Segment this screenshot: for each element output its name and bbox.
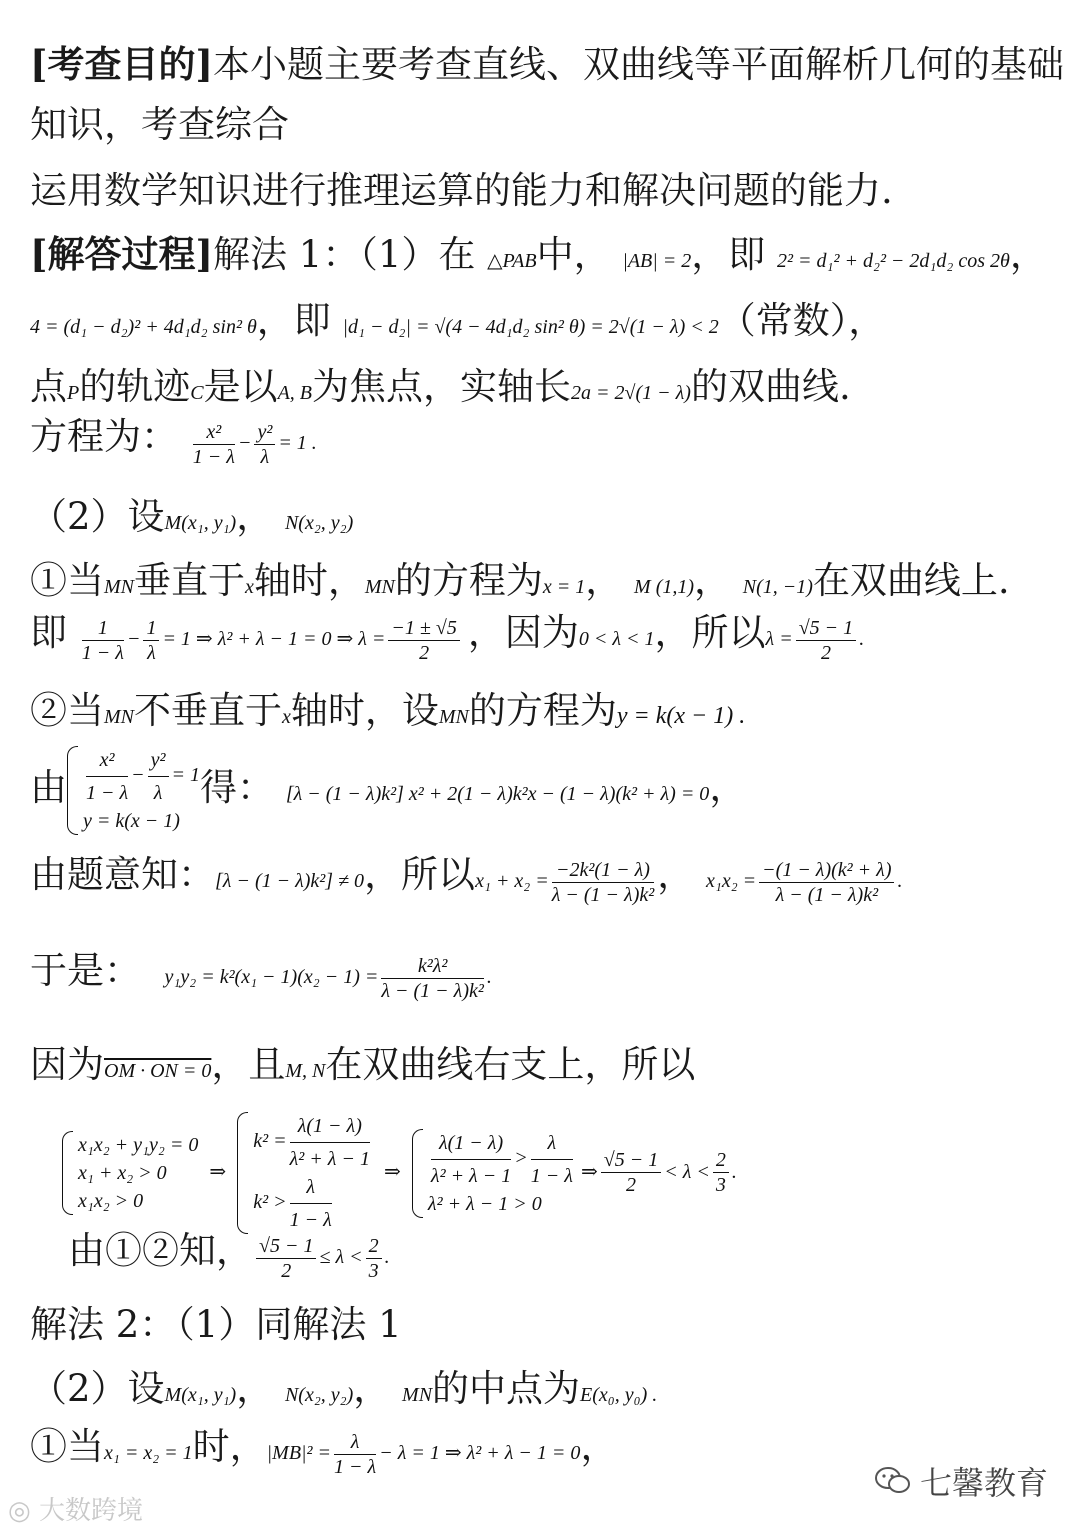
- fraction: [431, 1129, 511, 1190]
- part2-line: [30, 495, 354, 538]
- text: ，即: [691, 233, 766, 276]
- equation-system-3: [412, 1129, 576, 1218]
- text: 不垂直于: [134, 689, 282, 732]
- numerator: λ: [290, 1173, 332, 1204]
- purpose-line-2: 知识，考查综合: [30, 103, 289, 146]
- fraction: [193, 422, 235, 467]
- purpose-text: 本小题主要考查直线、双曲线等平面解析几何的基础: [213, 43, 1065, 86]
- text: 垂直于: [134, 559, 245, 602]
- denominator: 2: [281, 1259, 292, 1282]
- numerator: √5 − 1: [796, 618, 856, 641]
- text: ，: [580, 1425, 618, 1468]
- math-ab: |AB| = 2: [622, 250, 692, 272]
- dot-product-line: [30, 1043, 696, 1086]
- period: .: [731, 1160, 737, 1183]
- conclusion-line: [68, 1229, 390, 1282]
- text: 由: [30, 766, 67, 809]
- numerator: λ: [531, 1129, 573, 1160]
- math-mn: MN: [364, 576, 395, 598]
- purpose-line-3: 运用数学知识进行推理运算的能力和解决问题的能力.: [30, 169, 893, 212]
- text: ，因为: [467, 611, 579, 654]
- solution-heading: [解答过程]: [30, 232, 214, 276]
- watermark-logo-icon: ◎: [8, 1496, 31, 1526]
- numerator: λ: [334, 1432, 376, 1455]
- numerator: x²: [86, 746, 128, 777]
- numerator: 1: [143, 618, 159, 641]
- numerator: √5 − 1: [256, 1236, 316, 1259]
- text: ，所以: [654, 611, 766, 654]
- method2-case1-line: [30, 1425, 618, 1478]
- method2-part2-line: [30, 1367, 658, 1410]
- text: ，: [657, 853, 695, 896]
- text: ，: [709, 766, 747, 809]
- math-mid: = 1 ⇒ λ² + λ − 1 = 0 ⇒ λ =: [162, 628, 386, 650]
- math-lhs: k² =: [253, 1130, 287, 1153]
- denominator: λ: [147, 641, 156, 664]
- equation-line: [30, 415, 317, 468]
- denominator: λ − (1 − λ)k²: [551, 883, 655, 906]
- numerator: x²: [193, 422, 235, 445]
- math-x: x: [245, 576, 254, 598]
- math-n1-1: N(1, −1): [742, 576, 813, 598]
- text: 由①②知，: [68, 1229, 253, 1272]
- math-lhs: k² >: [253, 1191, 287, 1214]
- math-rest: = 1: [171, 764, 201, 787]
- purpose-line: [30, 42, 1065, 86]
- period: .: [384, 1246, 390, 1268]
- denominator: λ − (1 − λ)k²: [775, 883, 879, 906]
- denominator: 1 − λ: [289, 1209, 332, 1231]
- text: 轴时，: [253, 559, 365, 602]
- equation-system: [67, 746, 200, 835]
- operator: −: [237, 432, 252, 454]
- math-mid: ≤ λ <: [319, 1246, 363, 1268]
- period: .: [897, 870, 903, 892]
- fraction: [86, 746, 128, 807]
- fraction: [601, 1150, 661, 1195]
- case1-calc-line: [30, 611, 865, 664]
- text: （2）设: [30, 1367, 165, 1410]
- fraction: [334, 1432, 376, 1477]
- solution-line-1: [30, 232, 1047, 276]
- denominator: λ² + λ − 1: [430, 1164, 512, 1187]
- text: ，: [236, 1367, 274, 1410]
- text: ，: [1009, 233, 1047, 276]
- numerator: k²λ²: [381, 956, 484, 979]
- fraction: [290, 1112, 370, 1173]
- equation-system-2: [237, 1112, 373, 1234]
- text: 点: [30, 365, 67, 408]
- text: 因为: [30, 1043, 104, 1086]
- watermark-left: [8, 1490, 143, 1527]
- text: 是以: [203, 365, 278, 408]
- math-e: E(x₀, y₀) .: [580, 1384, 658, 1406]
- denominator: 2: [419, 641, 430, 664]
- denominator: 1 − λ: [192, 445, 235, 468]
- math-mid: < λ <: [664, 1160, 710, 1183]
- math-triangle: △PAB: [487, 250, 537, 272]
- fraction: [552, 860, 655, 905]
- math-nonzero: [λ − (1 − λ)k²] ≠ 0: [215, 870, 365, 892]
- fraction: [290, 1173, 332, 1234]
- denominator: λ: [260, 445, 270, 468]
- fraction: [381, 956, 484, 1001]
- text: 解法 1：（1）在: [213, 233, 476, 276]
- text: ①当: [30, 559, 104, 602]
- text: 的轨迹: [79, 365, 191, 408]
- text: （2）设: [30, 495, 165, 538]
- math-axis: 2a = 2√(1 − λ): [571, 382, 691, 404]
- fraction: [143, 618, 159, 663]
- denominator: λ: [153, 782, 163, 804]
- numerator: y²: [148, 746, 169, 777]
- math-n: N(x₂, y₂): [284, 1384, 354, 1406]
- system-row: λ² + λ − 1 > 0: [427, 1192, 542, 1215]
- math-dot: OM · ON = 0: [104, 1060, 212, 1082]
- case2-line: [30, 689, 746, 732]
- numerator: −1 ± √5: [388, 618, 459, 641]
- text: 的中点为: [432, 1367, 581, 1410]
- text: 中，: [536, 233, 611, 276]
- math-rest: = 1 .: [278, 432, 317, 454]
- math-m: M(x₁, y₁): [164, 1384, 237, 1406]
- fraction: [388, 618, 459, 663]
- fraction: [254, 422, 275, 467]
- text: ，: [694, 559, 732, 602]
- math-mn-points: M, N: [285, 1060, 326, 1082]
- text: 轴时，设: [290, 689, 439, 732]
- text: 于是：: [30, 949, 141, 992]
- math-m11: M (1,1): [634, 576, 695, 598]
- numerator: λ(1 − λ): [431, 1129, 511, 1160]
- math-ab-points: A, B: [277, 382, 312, 404]
- implies-arrow: ⇒: [209, 1160, 227, 1183]
- text: ①当: [30, 1425, 104, 1468]
- text: 的方程为: [468, 689, 617, 732]
- math-yy: y₁y₂ = k²(x₁ − 1)(x₂ − 1) =: [164, 966, 379, 988]
- denominator: λ² + λ − 1: [289, 1148, 370, 1170]
- text: ，: [585, 559, 623, 602]
- method2-line: 解法 2：（1）同解法 1: [30, 1303, 402, 1346]
- numerator: 2: [366, 1236, 382, 1259]
- period: .: [859, 628, 865, 650]
- math-m: M(x₁, y₁): [164, 512, 237, 534]
- numerator: y²: [254, 422, 275, 445]
- math-product: x₁x₂ =: [706, 870, 757, 892]
- denominator: 1 − λ: [81, 641, 124, 664]
- watermark-left-text: 大数跨境: [38, 1496, 143, 1526]
- denominator: 1 − λ: [86, 782, 129, 804]
- denominator: 1 − λ: [334, 1455, 377, 1478]
- denominator: 2: [820, 641, 831, 664]
- text: 方程为：: [30, 415, 178, 458]
- denominator: 1 − λ: [530, 1164, 573, 1187]
- math-x1: x = 1: [542, 576, 586, 598]
- wechat-icon: [874, 1465, 912, 1497]
- denominator: 3: [368, 1259, 379, 1282]
- vieta-line: [30, 853, 903, 906]
- purpose-heading: [考查目的]: [30, 42, 214, 86]
- math-quadratic: [λ − (1 − λ)k²] x² + 2(1 − λ)k²x − (1 − λ)(k² + λ) = 0: [285, 783, 710, 805]
- math-sum: x₁ + x₂ =: [475, 870, 549, 892]
- fraction: [796, 618, 856, 663]
- math-cosine: 2² = d₁² + d₂² − 2d₁d₂ cos 2θ: [777, 250, 1010, 272]
- fraction: [256, 1236, 316, 1281]
- period: .: [486, 966, 492, 988]
- operator: −: [126, 628, 141, 650]
- text: ，且: [211, 1043, 286, 1086]
- equation-system-1: [62, 1131, 198, 1215]
- numerator: 1: [82, 618, 124, 641]
- operator: >: [514, 1146, 528, 1169]
- text: 即: [30, 611, 67, 654]
- math-lambda: λ =: [765, 628, 793, 650]
- math-x1x2: x₁ = x₂ = 1: [104, 1442, 193, 1464]
- text: ，所以: [364, 853, 476, 896]
- operator: −: [131, 764, 145, 787]
- text: 由题意知：: [30, 853, 215, 896]
- denominator: 2: [625, 1174, 636, 1197]
- text: 得：: [200, 766, 275, 809]
- denominator: λ − (1 − λ)k²: [381, 979, 484, 1002]
- text: 在双曲线上.: [812, 559, 1010, 602]
- system-row: x₁x₂ + y₁y₂ = 0: [78, 1134, 199, 1156]
- math-x: x: [282, 706, 291, 728]
- text: 在双曲线右支上，所以: [325, 1043, 696, 1086]
- system-row: y = k(x − 1): [83, 810, 180, 832]
- math-mn: MN: [104, 706, 134, 728]
- system-line: [30, 746, 746, 835]
- math-mn: MN: [438, 706, 469, 728]
- fraction: [366, 1236, 382, 1281]
- numerator: λ(1 − λ): [290, 1112, 370, 1143]
- implies-arrow: ⇒: [580, 1160, 598, 1183]
- numerator: −2k²(1 − λ): [552, 860, 655, 883]
- text: 的方程为: [394, 559, 543, 602]
- system-row: x₁x₂ > 0: [78, 1190, 144, 1212]
- math-mn: MN: [104, 576, 134, 598]
- watermark-right: [874, 1458, 1048, 1504]
- fraction: [713, 1150, 729, 1195]
- text: 的双曲线.: [690, 365, 851, 408]
- system-row: x₁ + x₂ > 0: [78, 1162, 167, 1184]
- text: ，: [353, 1367, 391, 1410]
- math-mn: MN: [402, 1384, 433, 1406]
- implies-arrow: ⇒: [384, 1160, 401, 1183]
- math-n: N(x₂, y₂): [284, 512, 354, 534]
- math-c: C: [190, 382, 204, 404]
- fraction: [531, 1129, 573, 1190]
- denominator: 3: [715, 1174, 726, 1197]
- watermark-right-text: 七馨教育: [919, 1464, 1048, 1502]
- math-range: 0 < λ < 1: [578, 628, 655, 650]
- math-mb: |MB|² =: [266, 1442, 332, 1464]
- math-p: P: [67, 382, 80, 404]
- text: ②当: [30, 689, 104, 732]
- fraction: [148, 746, 169, 807]
- math-expand: 4 = (d₁ − d₂)² + 4d₁d₂ sin² θ: [30, 316, 257, 338]
- y-product-line: [30, 949, 492, 1002]
- solution-line-3: [30, 365, 851, 408]
- case1-line: [30, 559, 1010, 602]
- math-diff: |d₁ − d₂| = √(4 − 4d₁d₂ sin² θ) = 2√(1 − λ) < 2: [342, 316, 719, 338]
- solution-line-2: [30, 299, 886, 342]
- math-rest: − λ = 1 ⇒ λ² + λ − 1 = 0: [379, 1442, 581, 1464]
- system-chain: [62, 1112, 737, 1234]
- text: ，: [236, 495, 274, 538]
- math-line-eq: y = k(x − 1) .: [616, 703, 746, 729]
- text: 时，: [192, 1425, 267, 1468]
- numerator: 2: [713, 1150, 729, 1173]
- fraction: [759, 860, 894, 905]
- text: ，即: [256, 299, 331, 342]
- numerator: −(1 − λ)(k² + λ): [759, 860, 894, 883]
- text: （常数），: [718, 299, 886, 342]
- fraction: [82, 618, 124, 663]
- numerator: √5 − 1: [601, 1150, 661, 1173]
- text: 为焦点，实轴长: [312, 365, 571, 408]
